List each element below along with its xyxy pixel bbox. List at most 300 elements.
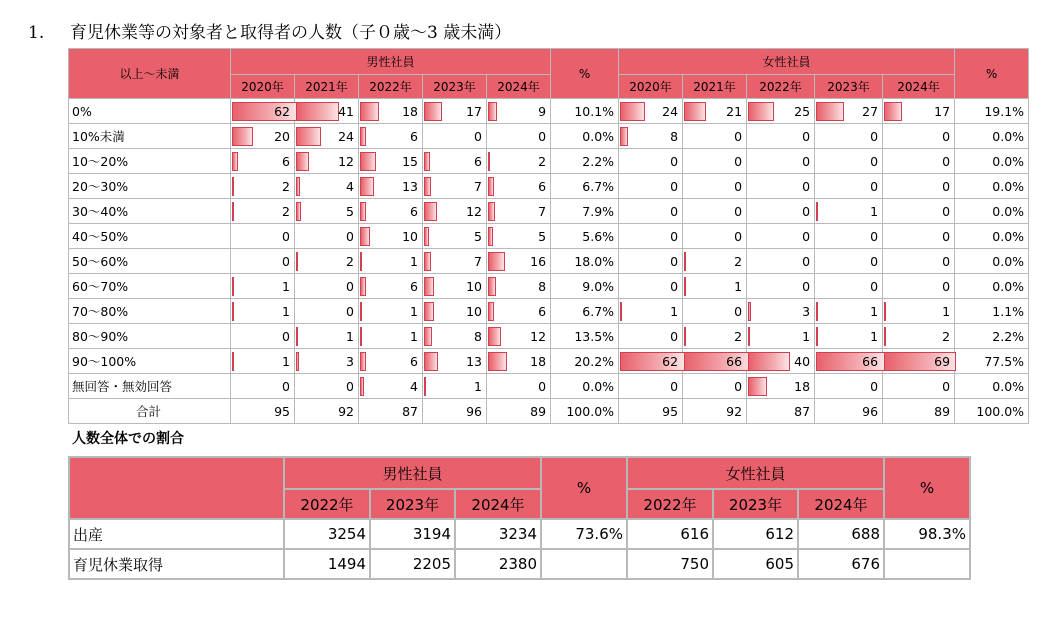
male-pct-cell: 20.2%: [551, 349, 619, 374]
count-value: 96: [862, 403, 879, 419]
male-count-cell: [231, 124, 295, 149]
count-value: 0: [734, 128, 743, 144]
female-pct-cell: 0.0%: [955, 224, 1029, 249]
female-pct-cell: 0.0%: [955, 274, 1029, 299]
female-pct-header: %: [955, 49, 1029, 99]
male-count-cell: [231, 99, 295, 124]
count-value: 3: [802, 303, 811, 319]
section-title: 育児休業等の対象者と取得者の人数（子０歳～3 歳未満）: [70, 23, 512, 43]
row-label: 10%未満: [69, 124, 231, 149]
male-count-cell: 2205: [370, 549, 455, 579]
count-value: 0: [538, 378, 547, 394]
female-header: 女性社員: [619, 49, 955, 75]
female-count-cell: [619, 249, 683, 274]
row-label: 出産: [69, 519, 284, 549]
count-value: 0: [670, 378, 679, 394]
female-count-cell: [747, 399, 815, 424]
count-value: 0: [870, 228, 879, 244]
male-count-cell: [423, 324, 487, 349]
count-value: 9: [538, 103, 547, 119]
count-value: 0: [670, 228, 679, 244]
count-value: 6: [538, 178, 547, 194]
count-value: 17: [934, 103, 951, 119]
male-count-cell: [423, 199, 487, 224]
table-row: [69, 199, 1029, 224]
data-bar: [488, 227, 493, 246]
count-value: 7: [474, 178, 482, 194]
count-value: 0: [942, 128, 951, 144]
data-bar: [424, 377, 426, 396]
count-value: 1: [282, 353, 290, 369]
female-count-cell: [883, 324, 955, 349]
count-value: 0: [346, 378, 354, 394]
count-value: 6: [410, 203, 418, 219]
count-value: 0: [346, 278, 354, 294]
count-value: 1: [870, 203, 879, 219]
data-bar: [296, 102, 339, 121]
data-bar: [424, 177, 431, 196]
count-value: 69: [934, 353, 951, 369]
table-row: [69, 274, 1029, 299]
female-count-cell: [815, 149, 883, 174]
data-bar: [360, 252, 362, 271]
section-heading: [28, 18, 511, 43]
female-count-cell: [619, 99, 683, 124]
count-value: 0: [942, 228, 951, 244]
data-bar: [424, 227, 429, 246]
data-bar: [488, 202, 495, 221]
row-label: 30～40%: [69, 199, 231, 224]
male-count-cell: [359, 224, 423, 249]
count-value: 1: [870, 328, 879, 344]
count-value: 89: [934, 403, 951, 419]
count-value: 2: [734, 253, 743, 269]
count-value: 0: [870, 253, 879, 269]
female-count-cell: [683, 124, 747, 149]
data-bar: [232, 352, 234, 371]
female-count-cell: [815, 299, 883, 324]
count-value: 5: [538, 228, 547, 244]
male-count-cell: 2380: [455, 549, 541, 579]
female-count-cell: [619, 199, 683, 224]
count-value: 12: [338, 153, 354, 169]
table-row: [69, 224, 1029, 249]
female-count-cell: [683, 399, 747, 424]
data-bar: [488, 152, 490, 171]
male-count-cell: [423, 349, 487, 374]
data-bar: [488, 177, 494, 196]
count-value: 62: [274, 103, 290, 119]
count-value: 66: [862, 353, 879, 369]
female-count-cell: 676: [798, 549, 884, 579]
female-count-cell: [747, 374, 815, 399]
corner-header: 以上～未満: [69, 49, 231, 99]
count-value: 15: [402, 153, 418, 169]
count-value: 18: [530, 353, 547, 369]
count-value: 0: [346, 228, 354, 244]
male-count-cell: [487, 199, 551, 224]
data-bar: [424, 302, 434, 321]
row-label: 80～90%: [69, 324, 231, 349]
male-count-cell: [487, 149, 551, 174]
female-count-cell: [747, 224, 815, 249]
row-label: 40～50%: [69, 224, 231, 249]
male-count-cell: [423, 174, 487, 199]
data-bar: [488, 302, 494, 321]
female-count-cell: 605: [713, 549, 798, 579]
female-pct-header: %: [884, 457, 970, 519]
female-count-cell: [683, 349, 747, 374]
count-value: 6: [410, 278, 418, 294]
male-count-cell: [487, 299, 551, 324]
count-value: 17: [466, 103, 482, 119]
female-pct-cell: 2.2%: [955, 324, 1029, 349]
female-count-cell: [883, 149, 955, 174]
male-count-cell: [423, 99, 487, 124]
data-bar: [424, 252, 431, 271]
male-count-cell: [295, 349, 359, 374]
row-label: 合計: [69, 399, 231, 424]
male-count-cell: [359, 174, 423, 199]
female-count-cell: [619, 224, 683, 249]
data-bar: [232, 277, 234, 296]
table-row: [69, 99, 1029, 124]
corner-header: [69, 457, 284, 519]
male-count-cell: [423, 149, 487, 174]
count-value: 12: [466, 203, 482, 219]
male-count-cell: [487, 274, 551, 299]
female-count-cell: [815, 199, 883, 224]
count-value: 2: [538, 153, 547, 169]
male-count-cell: [231, 199, 295, 224]
female-pct-cell: 0.0%: [955, 149, 1029, 174]
female-count-cell: [683, 199, 747, 224]
table-row: [69, 399, 1029, 424]
data-bar: [360, 177, 374, 196]
count-value: 95: [662, 403, 679, 419]
male-count-cell: [359, 324, 423, 349]
male-year-header: 2024年: [455, 489, 541, 519]
female-year-header: 2023年: [713, 489, 798, 519]
female-year-header: 2024年: [883, 75, 955, 99]
data-bar: [424, 102, 442, 121]
data-bar: [296, 352, 299, 371]
female-count-cell: [815, 224, 883, 249]
male-count-cell: [231, 299, 295, 324]
data-bar: [488, 327, 501, 346]
male-year-header: 2023年: [423, 75, 487, 99]
data-bar: [296, 327, 298, 346]
male-count-cell: 3234: [455, 519, 541, 549]
count-value: 24: [338, 128, 354, 144]
count-value: 0: [670, 253, 679, 269]
female-pct-cell: 100.0%: [955, 399, 1029, 424]
count-value: 0: [734, 203, 743, 219]
count-value: 0: [802, 128, 811, 144]
female-count-cell: [883, 99, 955, 124]
table-row: [69, 174, 1029, 199]
male-count-cell: [231, 224, 295, 249]
data-bar: [296, 202, 301, 221]
table-row: [69, 549, 970, 579]
male-count-cell: [231, 399, 295, 424]
female-count-cell: [815, 124, 883, 149]
count-value: 1: [282, 303, 290, 319]
count-value: 0: [802, 203, 811, 219]
count-value: 0: [474, 128, 482, 144]
count-value: 7: [474, 253, 482, 269]
male-pct-cell: 0.0%: [551, 374, 619, 399]
count-value: 4: [410, 378, 418, 394]
female-count-cell: [619, 299, 683, 324]
male-count-cell: [295, 374, 359, 399]
female-count-cell: 612: [713, 519, 798, 549]
male-pct-cell: 73.6%: [541, 519, 627, 549]
male-pct-cell: 0.0%: [551, 124, 619, 149]
count-value: 0: [282, 378, 290, 394]
female-count-cell: [747, 124, 815, 149]
female-count-cell: [619, 174, 683, 199]
male-count-cell: [359, 349, 423, 374]
female-count-cell: [815, 324, 883, 349]
male-count-cell: [359, 124, 423, 149]
count-value: 21: [726, 103, 743, 119]
female-year-header: 2020年: [619, 75, 683, 99]
male-count-cell: [359, 299, 423, 324]
male-pct-cell: 13.5%: [551, 324, 619, 349]
count-value: 0: [942, 378, 951, 394]
male-count-cell: [423, 224, 487, 249]
overall-ratio-table: [68, 456, 971, 580]
count-value: 0: [282, 328, 290, 344]
count-value: 5: [346, 203, 354, 219]
count-value: 1: [870, 303, 879, 319]
count-value: 1: [942, 303, 951, 319]
data-bar: [488, 252, 505, 271]
data-bar: [360, 227, 370, 246]
section-number: 1.: [28, 23, 45, 43]
female-year-header: 2022年: [747, 75, 815, 99]
female-pct-cell: 98.3%: [884, 519, 970, 549]
female-count-cell: [815, 99, 883, 124]
count-value: 10: [466, 278, 482, 294]
male-pct-cell: [541, 549, 627, 579]
count-value: 0: [802, 278, 811, 294]
count-value: 95: [274, 403, 290, 419]
male-pct-cell: 6.7%: [551, 174, 619, 199]
row-label: 0%: [69, 99, 231, 124]
data-bar: [232, 127, 253, 146]
female-count-cell: [883, 249, 955, 274]
count-value: 2: [282, 178, 290, 194]
data-bar: [684, 102, 706, 121]
count-value: 6: [410, 128, 418, 144]
female-count-cell: [883, 224, 955, 249]
count-value: 96: [466, 403, 482, 419]
female-count-cell: [747, 199, 815, 224]
count-value: 0: [802, 253, 811, 269]
male-pct-cell: 100.0%: [551, 399, 619, 424]
count-value: 87: [794, 403, 811, 419]
table-row: [69, 299, 1029, 324]
data-bar: [884, 302, 886, 321]
male-count-cell: [295, 99, 359, 124]
male-pct-cell: 7.9%: [551, 199, 619, 224]
data-bar: [232, 302, 234, 321]
female-count-cell: [883, 124, 955, 149]
count-value: 62: [662, 353, 679, 369]
female-count-cell: [683, 299, 747, 324]
female-pct-cell: 0.0%: [955, 374, 1029, 399]
male-count-cell: [359, 274, 423, 299]
table-row: [69, 324, 1029, 349]
count-value: 6: [538, 303, 547, 319]
female-count-cell: [619, 274, 683, 299]
female-count-cell: [815, 274, 883, 299]
count-value: 13: [402, 178, 418, 194]
female-count-cell: [683, 174, 747, 199]
row-label: 育児休業取得: [69, 549, 284, 579]
male-count-cell: [231, 324, 295, 349]
female-count-cell: 616: [627, 519, 713, 549]
female-count-cell: [883, 349, 955, 374]
male-count-cell: [487, 124, 551, 149]
count-value: 92: [338, 403, 354, 419]
count-value: 89: [530, 403, 547, 419]
male-count-cell: [231, 149, 295, 174]
count-value: 0: [802, 178, 811, 194]
male-count-cell: [295, 324, 359, 349]
male-count-cell: [359, 199, 423, 224]
data-bar: [424, 152, 430, 171]
female-count-cell: [883, 174, 955, 199]
count-value: 1: [346, 328, 354, 344]
row-label: 70～80%: [69, 299, 231, 324]
data-bar: [884, 327, 886, 346]
male-count-cell: [423, 124, 487, 149]
count-value: 25: [794, 103, 811, 119]
data-bar: [360, 152, 376, 171]
male-count-cell: [487, 174, 551, 199]
male-count-cell: [295, 124, 359, 149]
male-count-cell: [423, 274, 487, 299]
female-count-cell: [883, 274, 955, 299]
male-pct-header: %: [541, 457, 627, 519]
count-value: 0: [670, 328, 679, 344]
male-count-cell: [295, 299, 359, 324]
male-count-cell: [359, 399, 423, 424]
count-value: 8: [538, 278, 547, 294]
data-bar: [424, 352, 438, 371]
count-value: 41: [338, 103, 354, 119]
table-row: [69, 374, 1029, 399]
count-value: 1: [410, 328, 418, 344]
data-bar: [232, 202, 234, 221]
female-count-cell: [883, 299, 955, 324]
count-value: 0: [538, 128, 547, 144]
female-count-cell: [619, 149, 683, 174]
count-value: 0: [734, 228, 743, 244]
male-count-cell: [487, 324, 551, 349]
female-count-cell: [815, 174, 883, 199]
count-value: 0: [870, 278, 879, 294]
data-bar: [488, 277, 496, 296]
male-pct-cell: 6.7%: [551, 299, 619, 324]
female-count-cell: [683, 274, 747, 299]
count-value: 0: [942, 278, 951, 294]
count-value: 0: [670, 203, 679, 219]
data-bar: [684, 327, 686, 346]
female-count-cell: [883, 199, 955, 224]
count-value: 0: [670, 278, 679, 294]
female-year-header: 2022年: [627, 489, 713, 519]
female-pct-cell: 0.0%: [955, 174, 1029, 199]
male-count-cell: [487, 374, 551, 399]
male-count-cell: [487, 224, 551, 249]
table-row: [69, 149, 1029, 174]
count-value: 8: [474, 328, 482, 344]
female-count-cell: [747, 174, 815, 199]
count-value: 6: [410, 353, 418, 369]
male-year-header: 2022年: [359, 75, 423, 99]
female-count-cell: [683, 249, 747, 274]
count-value: 1: [282, 278, 290, 294]
count-value: 2: [282, 203, 290, 219]
male-header: 男性社員: [231, 49, 551, 75]
count-value: 0: [282, 253, 290, 269]
female-year-header: 2024年: [798, 489, 884, 519]
count-value: 1: [670, 303, 679, 319]
subheading: 人数全体での割合: [72, 431, 184, 447]
data-bar: [748, 377, 767, 396]
count-value: 1: [410, 303, 418, 319]
count-value: 0: [734, 178, 743, 194]
count-value: 18: [794, 378, 811, 394]
count-value: 0: [942, 253, 951, 269]
male-count-cell: [423, 374, 487, 399]
male-pct-header: %: [551, 49, 619, 99]
female-count-cell: [883, 374, 955, 399]
data-bar: [748, 102, 774, 121]
female-count-cell: 750: [627, 549, 713, 579]
data-bar: [620, 302, 622, 321]
count-value: 27: [862, 103, 879, 119]
count-value: 0: [870, 153, 879, 169]
female-count-cell: [683, 324, 747, 349]
male-count-cell: [487, 249, 551, 274]
male-count-cell: 3194: [370, 519, 455, 549]
male-count-cell: 3254: [284, 519, 370, 549]
female-count-cell: [619, 349, 683, 374]
data-bar: [488, 102, 497, 121]
female-count-cell: [683, 99, 747, 124]
count-value: 5: [474, 228, 482, 244]
data-bar: [620, 102, 645, 121]
data-bar: [488, 352, 507, 371]
count-value: 0: [734, 153, 743, 169]
female-pct-cell: [884, 549, 970, 579]
row-label: 20～30%: [69, 174, 231, 199]
count-value: 1: [410, 253, 418, 269]
female-count-cell: [815, 374, 883, 399]
male-year-header: 2022年: [284, 489, 370, 519]
female-count-cell: [747, 99, 815, 124]
count-value: 66: [726, 353, 743, 369]
count-value: 0: [670, 178, 679, 194]
count-value: 2: [734, 328, 743, 344]
male-count-cell: [295, 249, 359, 274]
male-year-header: 2021年: [295, 75, 359, 99]
